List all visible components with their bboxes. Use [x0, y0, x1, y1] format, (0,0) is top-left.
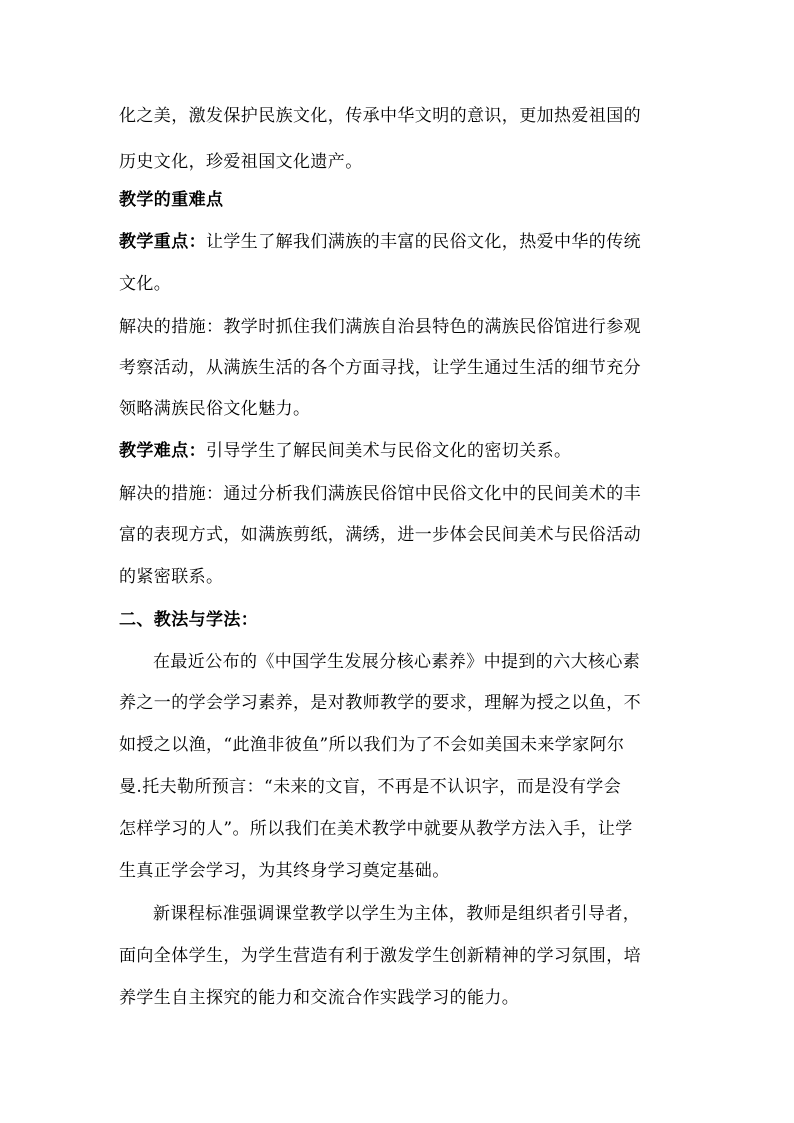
section-heading: 教学的重难点: [119, 190, 224, 210]
difficulty-label: 教学难点：: [119, 441, 206, 461]
paragraph-line: 面向全体学生，为学生营造有利于激发学生创新精神的学习氛围，培: [119, 946, 641, 966]
paragraph-line: 解决的措施：教学时抓住我们满族自治县特色的满族民俗馆进行参观: [119, 317, 641, 337]
paragraph-line: 在最近公布的《中国学生发展分核心素养》中提到的六大核心素: [153, 652, 641, 672]
section-heading: 二、教法与学法：: [119, 610, 259, 630]
paragraph-line: 富的表现方式，如满族剪纸，满绣，进一步体会民间美术与民俗活动: [119, 525, 641, 545]
paragraph-line: 生真正学会学习，为其终身学习奠定基础。: [119, 861, 450, 881]
paragraph-line: 化之美，激发保护民族文化，传承中华文明的意识，更加热爱祖国的: [119, 106, 641, 126]
paragraph-line: 怎样学习的人”。所以我们在美术教学中就要从教学方法入手，让学: [119, 819, 633, 839]
key-point-label: 教学重点：: [119, 232, 206, 252]
key-point-line: [119, 231, 679, 253]
paragraph-line: 的紧密联系。: [119, 567, 224, 587]
paragraph-line: 养之一的学会学习素养，是对教师教学的要求，理解为授之以鱼，不: [119, 693, 641, 713]
key-point-text: 让学生了解我们满族的丰富的民俗文化，热爱中华的传统: [206, 232, 641, 252]
difficulty-line: [119, 440, 679, 462]
paragraph-line: 曼.托夫勒所预言：“未来的文盲，不再是不认识字，而是没有学会: [119, 777, 622, 797]
paragraph-line: 养学生自主探究的能力和交流合作实践学习的能力。: [119, 988, 520, 1008]
paragraph-line: 领略满族民俗文化魅力。: [119, 399, 311, 419]
paragraph-line: 新课程标准强调课堂教学以学生为主体，教师是组织者引导者，: [153, 904, 641, 924]
paragraph-line: 考察活动，从满族生活的各个方面寻找，让学生通过生活的细节充分: [119, 358, 641, 378]
paragraph-line: 如授之以渔，“此渔非彼鱼”所以我们为了不会如美国未来学家阿尔: [119, 735, 625, 755]
difficulty-text: 引导学生了解民间美术与民俗文化的密切关系。: [206, 441, 572, 461]
paragraph-line: 解决的措施：通过分析我们满族民俗馆中民俗文化中的民间美术的丰: [119, 484, 641, 504]
paragraph-line: 文化。: [119, 274, 172, 294]
paragraph-line: 历史文化，珍爱祖国文化遗产。: [119, 152, 363, 172]
